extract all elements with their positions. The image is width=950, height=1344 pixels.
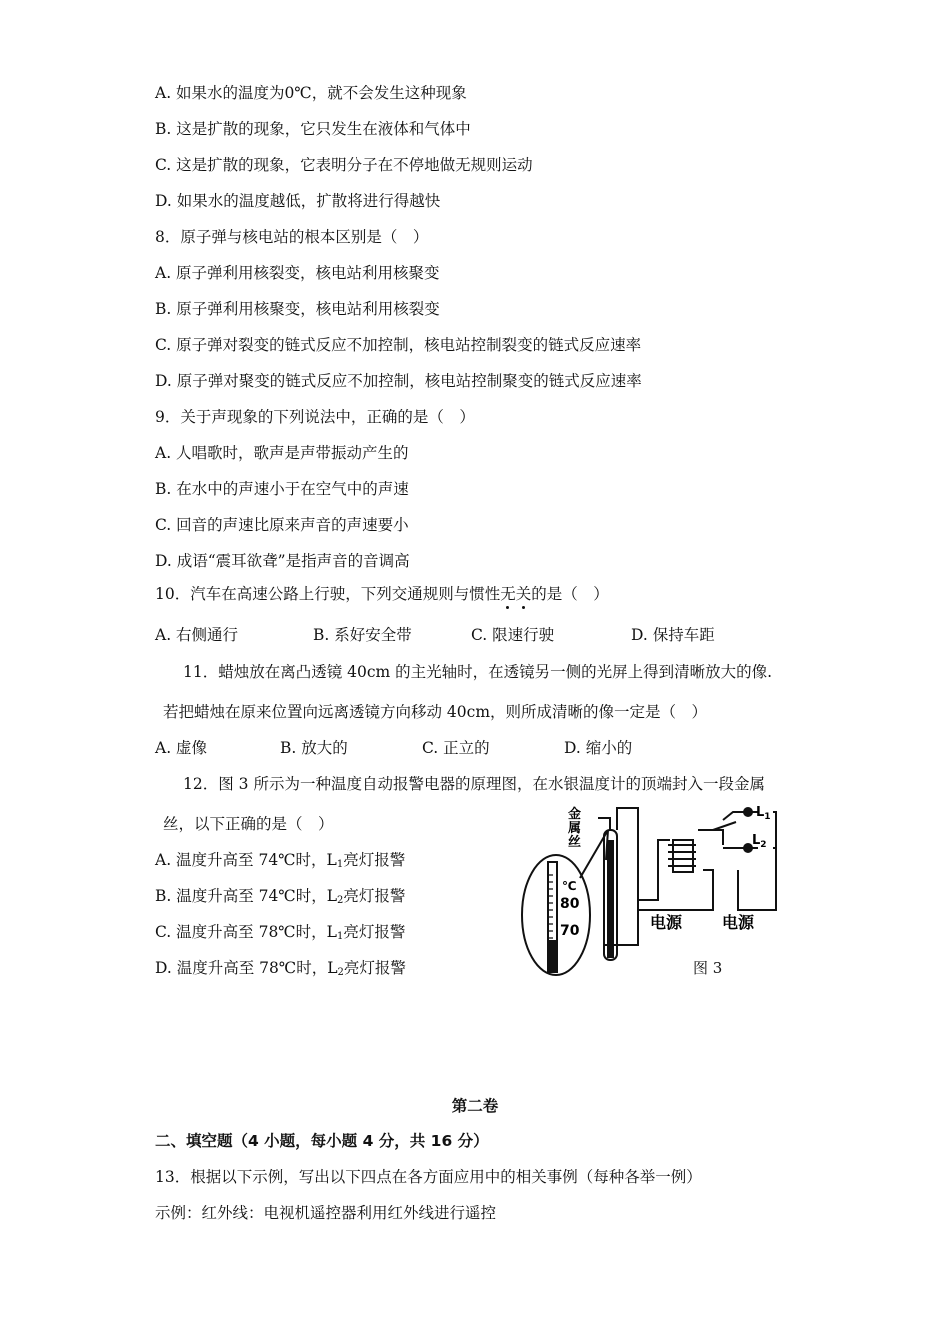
q10-stem-post: 的是（ ） — [531, 585, 609, 603]
q10-emphasis-char-1: 无 — [500, 585, 516, 603]
q10-stem — [155, 584, 609, 604]
q10-option-d: D. 保持车距 — [631, 626, 715, 644]
volume-title: 第二卷 — [451, 1097, 499, 1115]
main-mercury-column — [607, 840, 614, 958]
q7-option-c: C. 这是扩散的现象，它表明分子在不停地做无规则运动 — [155, 156, 533, 174]
q7-option-a: A. 如果水的温度为0℃，就不会发生这种现象 — [155, 84, 467, 102]
q12-stem-line-2: 丝，以下正确的是（ ） — [163, 815, 334, 833]
lamp-l1-label: $L_1$ — [756, 805, 771, 822]
tick-label-80: 80 — [560, 896, 580, 912]
q8-option-c: C. 原子弹对裂变的链式反应不加控制，核电站控制裂变的链式反应速率 — [155, 336, 642, 354]
q9-option-c: C. 回音的声速比原来声音的声速要小 — [155, 516, 409, 534]
q9-option-a: A. 人唱歌时，歌声是声带振动产生的 — [155, 444, 409, 462]
temperature-alarm-diagram — [518, 800, 780, 980]
q13-example: 示例：红外线：电视机遥控器利用红外线进行遥控 — [155, 1204, 497, 1222]
q11-option-d: D. 缩小的 — [564, 739, 633, 757]
q7-option-b: B. 这是扩散的现象，它只发生在液体和气体中 — [155, 120, 471, 138]
q9-option-d: D. 成语“震耳欲聋”是指声音的音调高 — [155, 552, 410, 570]
q12-option-d: D. 温度升高至 78℃时，$L_2$亮灯报警 — [155, 959, 406, 978]
q11-option-a: A. 虚像 — [155, 739, 208, 757]
q13-stem: 13．根据以下示例，写出以下四点在各方面应用中的相关事例（每种各举一例） — [155, 1168, 702, 1186]
wire-label-2: 属 — [568, 821, 582, 836]
q12-stem-line-1: 12．图 3 所示为一种温度自动报警电器的原理图，在水银温度计的顶端封入一段金属 — [183, 775, 765, 793]
q11-option-b: B. 放大的 — [280, 739, 348, 757]
q11-stem-line-2: 若把蜡烛在原来位置向远离透镜方向移动 40cm，则所成清晰的像一定是（ ） — [163, 703, 708, 721]
power-source-label-2: 电源 — [722, 913, 755, 932]
q9-stem: 9．关于声现象的下列说法中，正确的是（ ） — [155, 408, 475, 426]
q10-emphasis-char-2: 关 — [515, 585, 532, 603]
section-heading: 二、填空题（4 小题，每小题 4 分，共 16 分） — [155, 1132, 489, 1150]
wire-label-1: 金 — [568, 807, 582, 822]
q8-option-d: D. 原子弹对聚变的链式反应不加控制，核电站控制聚变的链式反应速率 — [155, 372, 642, 390]
q8-option-b: B. 原子弹利用核聚变，核电站利用核裂变 — [155, 300, 440, 318]
q8-option-a: A. 原子弹利用核裂变，核电站利用核聚变 — [155, 264, 440, 282]
tick-label-70: 70 — [560, 923, 580, 939]
q7-option-d: D. 如果水的温度越低，扩散将进行得越快 — [155, 192, 441, 210]
q12-option-b: B. 温度升高至 74℃时，$L_2$亮灯报警 — [155, 887, 406, 906]
q10-option-c: C. 限速行驶 — [471, 626, 555, 644]
q10-stem-pre: 10．汽车在高速公路上行驶，下列交通规则与惯性 — [155, 585, 501, 603]
mercury-column — [549, 940, 556, 972]
unit-label: ℃ — [562, 879, 577, 893]
q11-option-c: C. 正立的 — [422, 739, 490, 757]
q8-stem: 8．原子弹与核电站的根本区别是（ ） — [155, 228, 429, 246]
lamp-l2-label: $L_2$ — [752, 833, 767, 850]
q12-option-a: A. 温度升高至 74℃时，$L_1$亮灯报警 — [155, 851, 406, 870]
q10-option-a: A. 右侧通行 — [155, 626, 239, 644]
q9-option-b: B. 在水中的声速小于在空气中的声速 — [155, 480, 409, 498]
figure-caption: 图 3 — [693, 959, 723, 977]
lamp-l1-icon — [743, 807, 753, 817]
power-source-label-1: 电源 — [650, 913, 683, 932]
q12-option-c: C. 温度升高至 78℃时，$L_1$亮灯报警 — [155, 923, 406, 942]
q11-stem-line-1: 11．蜡烛放在离凸透镜 40cm 的主光轴时，在透镜另一侧的光屏上得到清晰放大的像. — [183, 663, 773, 681]
wire-label-3: 丝 — [568, 835, 582, 850]
q10-option-b: B. 系好安全带 — [313, 626, 412, 644]
